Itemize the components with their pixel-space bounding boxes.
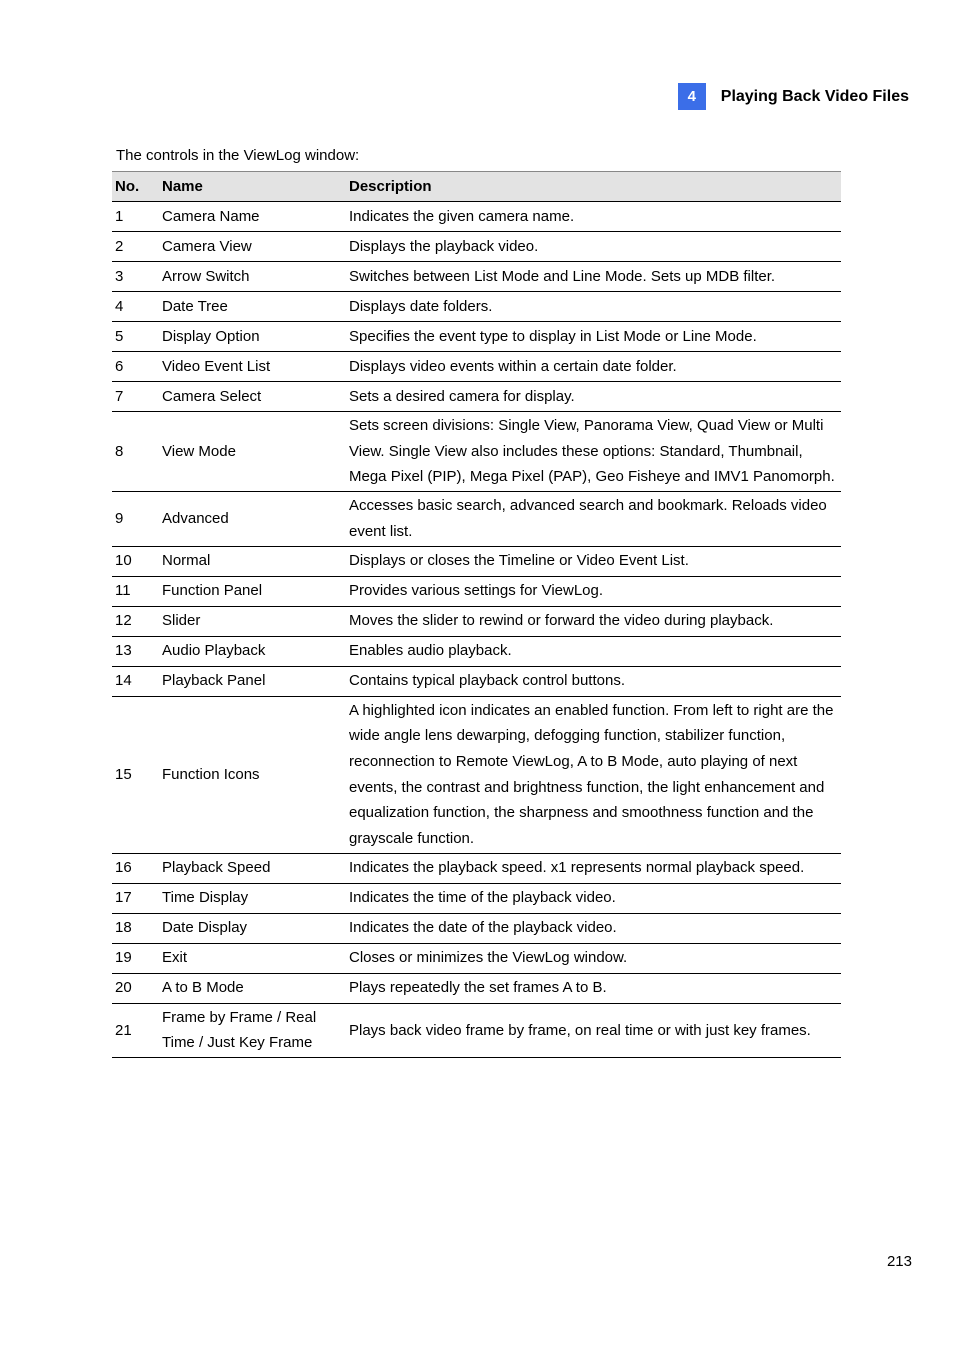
- row-description-cell: Closes or minimizes the ViewLog window.: [346, 943, 841, 973]
- row-number-cell: 6: [112, 352, 159, 382]
- row-name-cell: Normal: [159, 546, 346, 576]
- row-description-cell: Displays the playback video.: [346, 232, 841, 262]
- table-intro-text: The controls in the ViewLog window:: [116, 147, 360, 164]
- row-number-cell: 8: [112, 412, 159, 492]
- row-name-cell: Function Icons: [159, 696, 346, 853]
- table-row: [112, 666, 841, 696]
- column-header-name: Name: [159, 172, 346, 202]
- row-number-cell: 19: [112, 943, 159, 973]
- table-row: [112, 412, 841, 492]
- row-number-cell: 14: [112, 666, 159, 696]
- row-description-cell: Sets screen divisions: Single View, Panorama View, Quad View or Multi View. Single View also includes these options: Standard, Thumbnail, Mega Pixel (PIP), Mega Pixel (PAP), Geo Fisheye and IMV1 Panomorph.: [346, 412, 841, 492]
- table-body: [112, 202, 841, 1058]
- row-description-cell: Plays back video frame by frame, on real time or with just key frames.: [346, 1003, 841, 1057]
- table-row: [112, 913, 841, 943]
- row-description-cell: Indicates the date of the playback video.: [346, 913, 841, 943]
- controls-table: [112, 171, 841, 1058]
- row-name-cell: Camera Name: [159, 202, 346, 232]
- row-name-cell: Frame by Frame / Real Time / Just Key Frame: [159, 1003, 346, 1057]
- row-number-cell: 11: [112, 576, 159, 606]
- row-number-cell: 1: [112, 202, 159, 232]
- page-number: 213: [886, 1253, 912, 1270]
- row-description-cell: Displays date folders.: [346, 292, 841, 322]
- row-description-cell: Indicates the time of the playback video.: [346, 883, 841, 913]
- row-description-cell: Enables audio playback.: [346, 636, 841, 666]
- table-row: [112, 576, 841, 606]
- row-name-cell: Exit: [159, 943, 346, 973]
- table-header-row: [112, 172, 841, 202]
- table-row: [112, 492, 841, 546]
- row-number-cell: 4: [112, 292, 159, 322]
- table-row: [112, 202, 841, 232]
- table-row: [112, 943, 841, 973]
- row-name-cell: Video Event List: [159, 352, 346, 382]
- table-row: [112, 696, 841, 853]
- row-name-cell: Playback Speed: [159, 853, 346, 883]
- row-name-cell: Audio Playback: [159, 636, 346, 666]
- table-row: [112, 292, 841, 322]
- table-row: [112, 973, 841, 1003]
- row-name-cell: Display Option: [159, 322, 346, 352]
- row-number-cell: 15: [112, 696, 159, 853]
- row-name-cell: Camera Select: [159, 382, 346, 412]
- row-description-cell: Provides various settings for ViewLog.: [346, 576, 841, 606]
- column-header-no: No.: [112, 172, 159, 202]
- row-description-cell: Accesses basic search, advanced search and bookmark. Reloads video event list.: [346, 492, 841, 546]
- row-description-cell: Displays video events within a certain date folder.: [346, 352, 841, 382]
- row-number-cell: 16: [112, 853, 159, 883]
- table-row: [112, 382, 841, 412]
- row-description-cell: Contains typical playback control buttons.: [346, 666, 841, 696]
- row-name-cell: Camera View: [159, 232, 346, 262]
- row-description-cell: Displays or closes the Timeline or Video Event List.: [346, 546, 841, 576]
- row-description-cell: A highlighted icon indicates an enabled function. From left to right are the wide angle lens dewarping, defogging function, stabilizer function, reconnection to Remote ViewLog, A to B Mode, auto playing of next events, the contrast and brightness function, the light enhancement and equalization function, the sharpness and smoothness function and the grayscale function.: [346, 696, 841, 853]
- row-name-cell: Slider: [159, 606, 346, 636]
- row-description-cell: Specifies the event type to display in List Mode or Line Mode.: [346, 322, 841, 352]
- row-name-cell: Arrow Switch: [159, 262, 346, 292]
- row-name-cell: Date Tree: [159, 292, 346, 322]
- chapter-header: [678, 83, 909, 110]
- table-row: [112, 546, 841, 576]
- row-number-cell: 3: [112, 262, 159, 292]
- table-row: [112, 322, 841, 352]
- row-number-cell: 10: [112, 546, 159, 576]
- table-row: [112, 352, 841, 382]
- row-name-cell: Date Display: [159, 913, 346, 943]
- row-number-cell: 7: [112, 382, 159, 412]
- column-header-description: Description: [346, 172, 841, 202]
- row-number-cell: 5: [112, 322, 159, 352]
- row-number-cell: 18: [112, 913, 159, 943]
- row-number-cell: 13: [112, 636, 159, 666]
- row-name-cell: View Mode: [159, 412, 346, 492]
- table-row: [112, 636, 841, 666]
- chapter-number-badge: 4: [678, 83, 706, 110]
- table-row: [112, 853, 841, 883]
- row-number-cell: 2: [112, 232, 159, 262]
- row-number-cell: 21: [112, 1003, 159, 1057]
- row-name-cell: Playback Panel: [159, 666, 346, 696]
- row-description-cell: Plays repeatedly the set frames A to B.: [346, 973, 841, 1003]
- row-number-cell: 17: [112, 883, 159, 913]
- row-description-cell: Sets a desired camera for display.: [346, 382, 841, 412]
- table-row: [112, 883, 841, 913]
- row-name-cell: Advanced: [159, 492, 346, 546]
- row-number-cell: 9: [112, 492, 159, 546]
- row-name-cell: A to B Mode: [159, 973, 346, 1003]
- row-description-cell: Switches between List Mode and Line Mode. Sets up MDB filter.: [346, 262, 841, 292]
- table-row: [112, 232, 841, 262]
- row-description-cell: Indicates the given camera name.: [346, 202, 841, 232]
- row-name-cell: Time Display: [159, 883, 346, 913]
- table-row: [112, 606, 841, 636]
- table-row: [112, 262, 841, 292]
- row-number-cell: 20: [112, 973, 159, 1003]
- table-row: [112, 1003, 841, 1057]
- chapter-title: Playing Back Video Files: [720, 87, 909, 105]
- row-number-cell: 12: [112, 606, 159, 636]
- row-description-cell: Indicates the playback speed. x1 represents normal playback speed.: [346, 853, 841, 883]
- row-description-cell: Moves the slider to rewind or forward the video during playback.: [346, 606, 841, 636]
- row-name-cell: Function Panel: [159, 576, 346, 606]
